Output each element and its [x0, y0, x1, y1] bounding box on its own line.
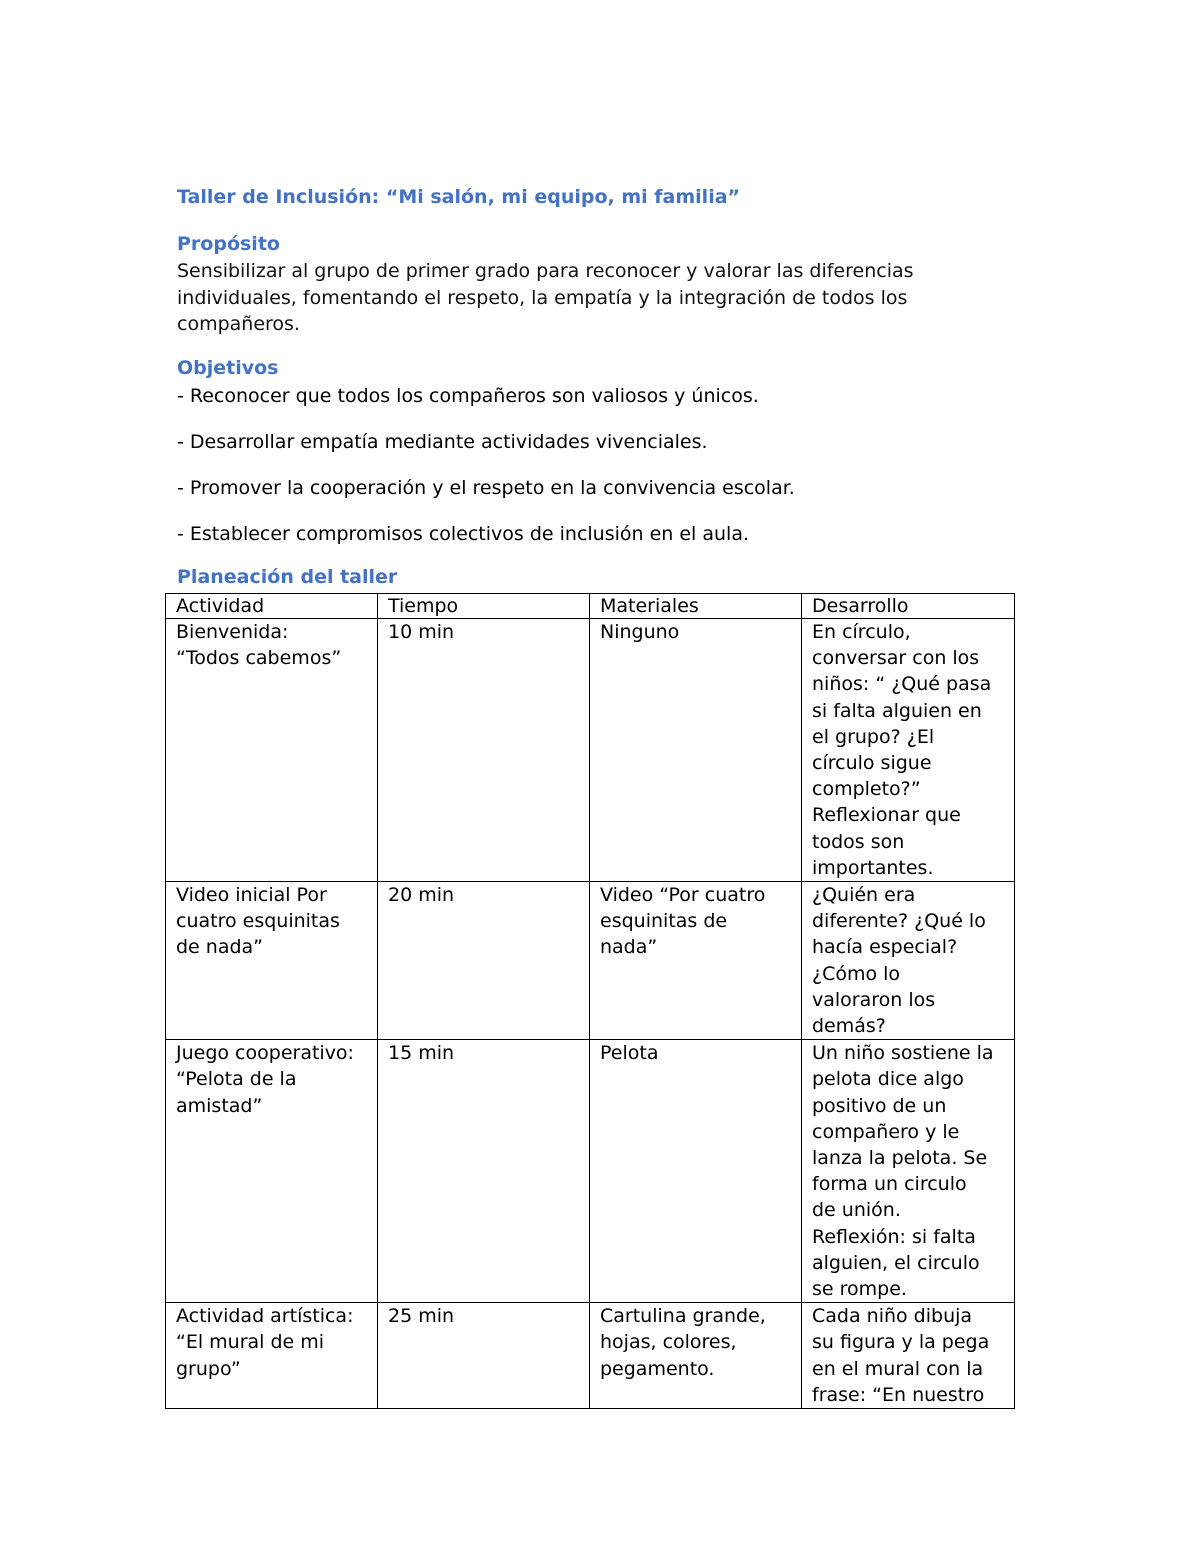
plan-table [165, 593, 1015, 1409]
cell-line: Ninguno [600, 621, 680, 643]
purpose-paragraph [177, 258, 977, 338]
purpose-line: compañeros. [177, 313, 300, 335]
cell-line: 10 min [388, 621, 455, 643]
purpose-line: individuales, fomentando el respeto, la empatía y la integración de todos los [177, 286, 908, 309]
cell-line: Video “Por cuatro [600, 884, 766, 907]
cell-line: alguien, el circulo [812, 1251, 980, 1274]
cell-line: conversar con los [812, 647, 980, 670]
materials-cell [590, 1040, 802, 1303]
cell-line: pegamento. [600, 1357, 715, 1380]
cell-line: Juego cooperativo: [176, 1042, 354, 1065]
cell-line: todos son [812, 830, 905, 853]
cell-line: demás? [812, 1015, 886, 1038]
cell-line: Reflexionar que [812, 804, 961, 827]
development-cell [802, 882, 1015, 1040]
cell-line: Reflexión: si falta [812, 1225, 976, 1248]
cell-line: hacía especial? [812, 936, 958, 959]
cell-line: pelota dice algo [812, 1068, 964, 1091]
objective-item: - Desarrollar empatía mediante actividades vivenciales. [177, 431, 708, 453]
time-cell [378, 1303, 590, 1409]
cell-line: de unión. [812, 1199, 901, 1222]
cell-line: grupo” [176, 1357, 241, 1380]
purpose-heading: Propósito [177, 233, 280, 255]
column-header-development: Desarrollo [802, 594, 1015, 619]
cell-line: ¿Quién era [812, 884, 916, 907]
cell-line: valoraron los [812, 988, 936, 1011]
document-title: Taller de Inclusión: “Mi salón, mi equipo, mi familia” [177, 186, 741, 208]
cell-line: el grupo? ¿El [812, 725, 935, 748]
cell-line: niños: “ ¿Qué pasa [812, 673, 992, 696]
cell-line: Cartulina grande, [600, 1305, 766, 1328]
cell-line: compañero y le [812, 1120, 960, 1143]
cell-line: “El mural de mi [176, 1331, 325, 1354]
activity-cell [166, 1303, 378, 1409]
cell-line: esquinitas de [600, 910, 728, 933]
plan-heading: Planeación del taller [177, 566, 398, 588]
time-cell [378, 619, 590, 882]
objectives-heading: Objetivos [177, 357, 279, 379]
cell-line: en el mural con la [812, 1357, 984, 1380]
cell-line: completo?” [812, 778, 921, 801]
cell-line: si falta alguien en [812, 699, 982, 722]
cell-line: hojas, colores, [600, 1331, 737, 1354]
cell-line: Bienvenida: [176, 621, 289, 643]
cell-line: Video inicial Por [176, 884, 327, 907]
cell-line: su figura y la pega [812, 1331, 990, 1354]
cell-line: 25 min [388, 1305, 455, 1328]
cell-line: lanza la pelota. Se [812, 1147, 988, 1170]
development-cell [802, 619, 1015, 882]
column-header-time: Tiempo [378, 594, 590, 619]
cell-line: de nada” [176, 936, 264, 959]
cell-line: círculo sigue [812, 752, 932, 775]
cell-line: amistad” [176, 1094, 263, 1117]
cell-line: Actividad artística: [176, 1305, 354, 1328]
table-header-row [166, 594, 1015, 619]
objective-item: - Promover la cooperación y el respeto en la convivencia escolar. [177, 477, 795, 499]
cell-line: ¿Cómo lo [812, 962, 901, 985]
purpose-line: Sensibilizar al grupo de primer grado para reconocer y valorar las diferencias [177, 260, 914, 282]
cell-line: “Pelota de la [176, 1068, 297, 1091]
cell-line: En círculo, [812, 621, 911, 643]
materials-cell [590, 882, 802, 1040]
cell-line: diferente? ¿Qué lo [812, 910, 986, 933]
table-row [166, 619, 1015, 882]
time-cell [378, 1040, 590, 1303]
cell-line: 20 min [388, 884, 455, 907]
materials-cell [590, 619, 802, 882]
cell-line: positivo de un [812, 1094, 947, 1117]
column-header-activity: Actividad [166, 594, 378, 619]
activity-cell [166, 882, 378, 1040]
cell-line: frase: “En nuestro [812, 1383, 985, 1406]
development-cell [802, 1303, 1015, 1409]
table-row [166, 1303, 1015, 1409]
cell-line: Un niño sostiene la [812, 1042, 994, 1065]
materials-cell [590, 1303, 802, 1409]
table-row [166, 1040, 1015, 1303]
cell-line: nada” [600, 936, 658, 959]
objective-item: - Reconocer que todos los compañeros son valiosos y únicos. [177, 385, 759, 407]
cell-line: “Todos cabemos” [176, 647, 342, 670]
time-cell [378, 882, 590, 1040]
activity-cell [166, 619, 378, 882]
table-row [166, 882, 1015, 1040]
cell-line: Pelota [600, 1042, 659, 1065]
cell-line: Cada niño dibuja [812, 1305, 973, 1328]
cell-line: se rompe. [812, 1278, 907, 1301]
cell-line: forma un circulo [812, 1173, 967, 1196]
cell-line: 15 min [388, 1042, 455, 1065]
cell-line: cuatro esquinitas [176, 910, 340, 933]
cell-line: importantes. [812, 856, 934, 879]
column-header-materials: Materiales [590, 594, 802, 619]
development-cell [802, 1040, 1015, 1303]
objective-item: - Establecer compromisos colectivos de inclusión en el aula. [177, 523, 750, 545]
activity-cell [166, 1040, 378, 1303]
